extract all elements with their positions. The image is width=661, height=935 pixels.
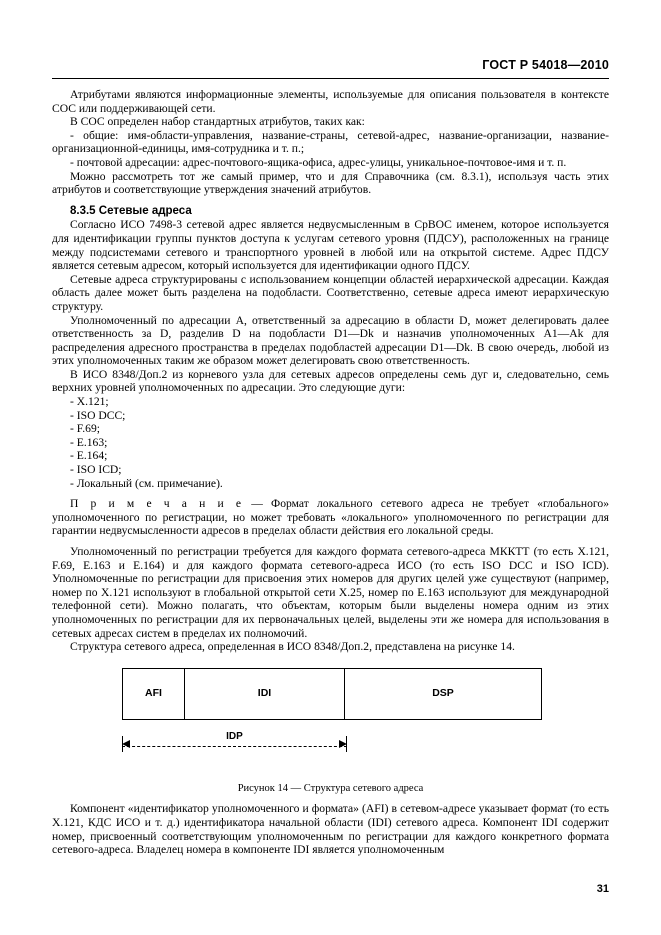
note-block <box>52 497 609 538</box>
list-item-arc: - Локальный (см. примечание). <box>70 476 223 490</box>
figure-address-box <box>122 668 542 720</box>
paragraph-registration-authority: Уполномоченный по регистрации требуется для каждого формата сетевого-адреса МККТТ (то есть X.121, F.69, E.163 и E.164) и для каждого формата сетевого-адреса ИСО (то есть ISO DCC и ISO ICD). Уполномоченные по регистрации для присвоения этих номеров для других целей уже существуют (например, номер по X.121 используют в глобальной открытой сети X.25, номер по E.163 используют для международной телефонной сети). Можно полагать, что объектам, которым были выделены номера одним из этих уполномоченных по регистрации для их первоначальных целей, выделены эти же номера для использования в сетевых адресах систем в пределах их полномочий. <box>52 545 609 640</box>
paragraph-figure-reference: Структура сетевого адреса, определенная в ИСО 8348/Доп.2, представлена на рисунке 14. <box>70 640 515 654</box>
figure-tick-left <box>122 736 123 752</box>
header-divider <box>52 78 609 79</box>
paragraph-iso7498-3: Согласно ИСО 7498-3 сетевой адрес является недвусмысленным в СрВОС именем, которое используется для идентификации группы пунктов доступа к услугам сетевого уровня (ПДСУ), расположенных на границе между подсистемами сетевого и транспортного уровней в любой или на открытой системе. Адрес ПДСУ является сетевым адресом, который используется для идентификации одного ПДСУ. <box>52 218 609 273</box>
list-item-postal-attributes: - почтовой адресации: адрес-почтового-ящика-офиса, адрес-улицы, уникальное-почтовое-имя и т. п. <box>70 155 567 169</box>
section-heading-network-addresses: 8.3.5 Сетевые адреса <box>70 204 192 217</box>
figure-span-line <box>122 746 347 747</box>
list-item-arc: - F.69; <box>70 422 100 436</box>
paragraph-afi-description: Компонент «идентификатор уполномоченного и формата» (AFI) в сетевом-адресе указывает формат (то есть X.121, КДС ИСО и т. д.) идентификатора начальной области (IDI) сетевого адреса. Компонент IDI содержит номер, присвоенный соответствующим уполномоченным по регистрации для каждого конкретного формата сетевого-адреса. Владелец номера в компоненте IDI является уполномоченным <box>52 802 609 857</box>
list-item-arc: - ISO DCC; <box>70 408 126 422</box>
figure-cell-afi: AFI <box>123 669 185 719</box>
figure-idp-label: IDP <box>226 730 243 742</box>
figure-tick-right <box>346 736 347 752</box>
page-number: 31 <box>596 883 609 895</box>
figure-cell-idi: IDI <box>185 669 345 719</box>
list-item-arc: - E.164; <box>70 449 108 463</box>
figure-caption: Рисунок 14 — Структура сетевого адреса <box>237 782 424 794</box>
paragraph-hierarchical-structure: Сетевые адреса структурированы с использованием концепции областей иерархической адресации. Каждая область далее может быть разделена на подобласти. Соответственно, сетевые адреса имеют иерархическую структуру. <box>52 272 609 313</box>
paragraph-iso8348-arcs: В ИСО 8348/Доп.2 из корневого узла для сетевых адресов определены семь дуг и, следовательно, семь верхних уровней уполномоченных по адресации. Это следующие дуги: <box>52 367 609 395</box>
paragraph-attributes-intro: Атрибутами являются информационные элементы, используемые для описания пользователя в контексте СОС или поддерживающей сети. <box>52 88 609 115</box>
list-item-arc: - X.121; <box>70 395 109 409</box>
list-item-arc: - E.163; <box>70 435 108 449</box>
paragraph-standard-attributes: В СОС определен набор стандартных атрибутов, таких как: <box>70 115 365 129</box>
list-item-arc: - ISO ICD; <box>70 463 122 477</box>
note-text: — Формат локального сетевого адреса не требует «глобального» уполномоченного по регистрации, но может требовать «локального» уполномоченного по регистрации для гарантии недвусмысленности адресов в пределах области действия его локальной среды. <box>52 497 609 538</box>
page-header-standard: ГОСТ Р 54018—2010 <box>482 58 609 72</box>
figure-arrow-left <box>122 740 130 748</box>
page-content <box>52 88 609 857</box>
paragraph-delegation: Уполномоченный по адресации A, ответственный за адресацию в области D, может делегировать далее ответственность за D, разделив D на подобласти D1—Dk и назначив уполномоченных A1—Ak для распределения адресного пространства в пределах подобластей адресации D1—Dk. В свою очередь, любой из этих уполномоченных таким же образом может делегировать свою ответственность. <box>52 313 609 368</box>
paragraph-example-reference: Можно рассмотреть тот же самый пример, что и для Справочника (см. 8.3.1), используя часть этих атрибутов и соответствующие утверждения значений атрибутов. <box>52 169 609 197</box>
figure-network-address-structure <box>52 668 609 776</box>
list-item-general-attributes: - общие: имя-области-управления, название-страны, сетевой-адрес, название-организации, название-организационной-единицы, имя-сотрудника и т. п.; <box>52 128 609 156</box>
figure-cell-dsp: DSP <box>432 686 454 699</box>
note-label: П р и м е ч а н и е <box>70 497 244 511</box>
figure-idp-span <box>122 730 347 754</box>
